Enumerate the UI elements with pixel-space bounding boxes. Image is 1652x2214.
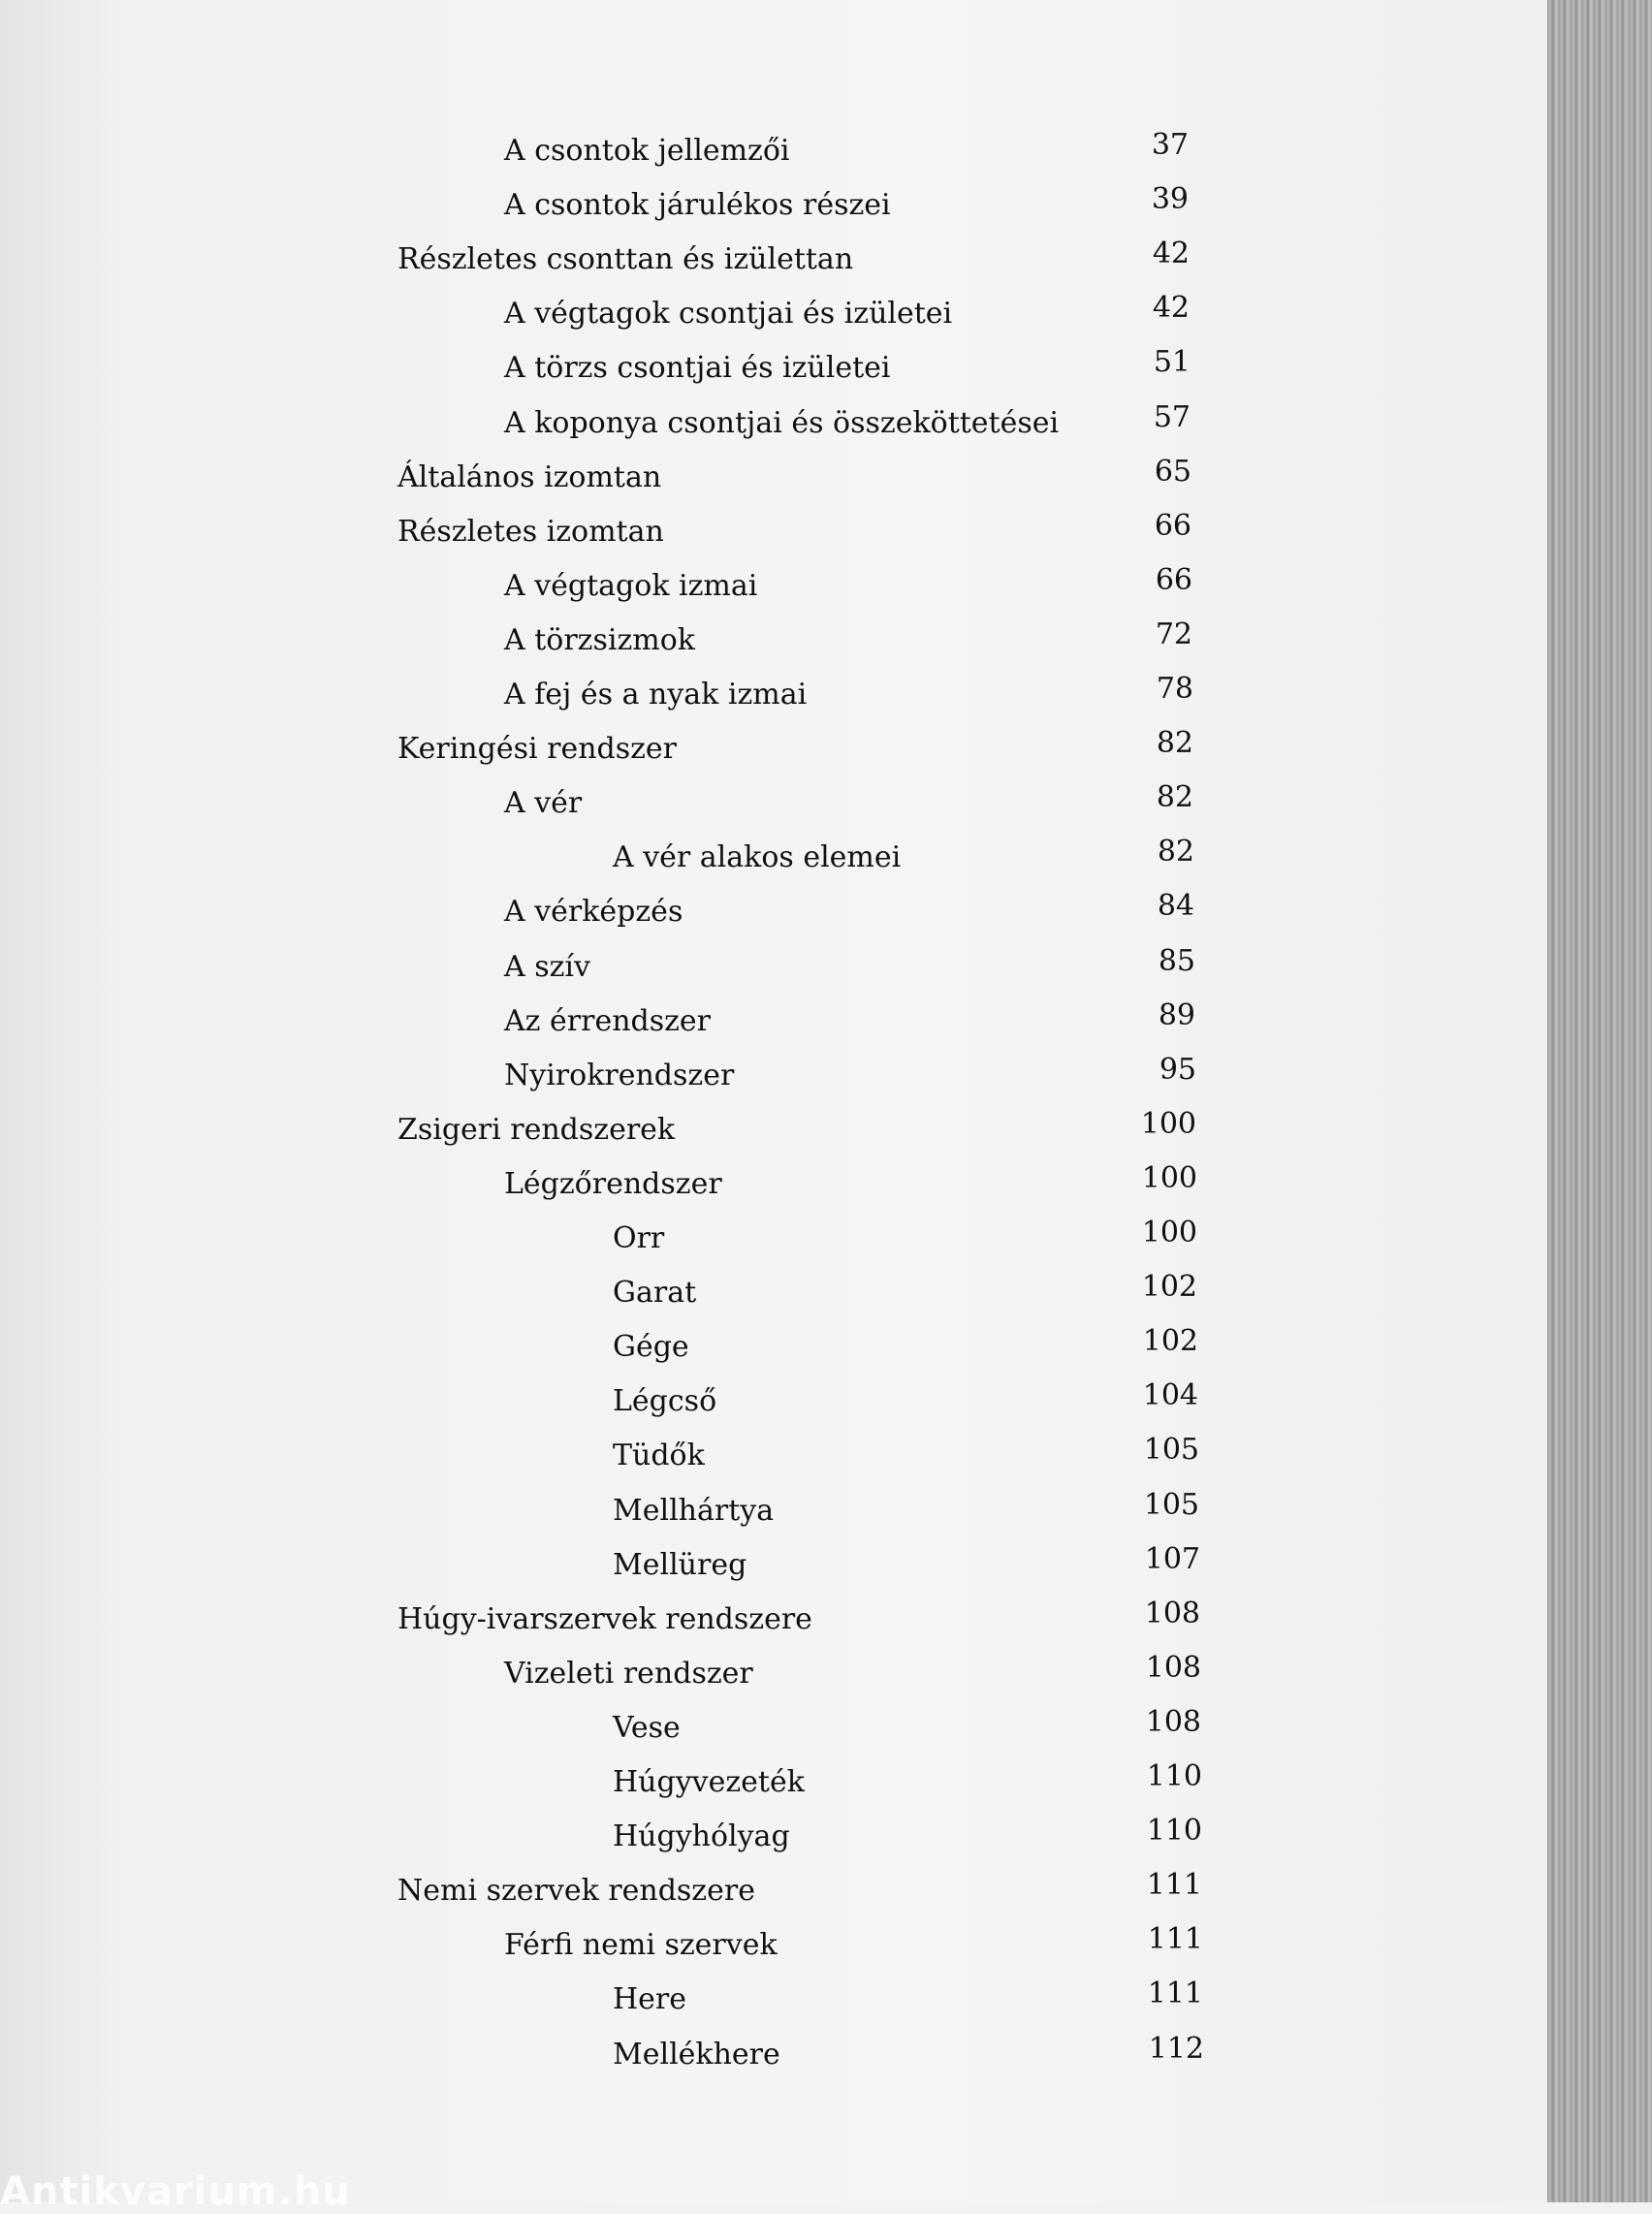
toc-entry-title: Részletes izomtan — [397, 515, 664, 549]
toc-entry — [0, 1486, 1547, 1536]
toc-entry — [0, 1920, 1547, 1971]
toc-entry — [0, 1649, 1547, 1699]
toc-entry-title: A csontok járulékos részei — [504, 188, 891, 222]
toc-entry-title: Garat — [613, 1276, 697, 1310]
toc-entry-page-number: 105 — [1143, 1488, 1199, 1522]
toc-entry — [0, 343, 1547, 394]
toc-entry — [0, 1051, 1547, 1101]
toc-entry — [0, 833, 1547, 883]
toc-entry-page-number: 112 — [1148, 2032, 1204, 2066]
toc-entry-page-number: 66 — [1154, 509, 1191, 543]
toc-entry — [0, 1376, 1547, 1427]
toc-entry-title: A vér alakos elemei — [613, 840, 902, 874]
toc-entry-page-number: 82 — [1156, 780, 1193, 814]
toc-entry-page-number: 89 — [1158, 998, 1195, 1032]
toc-entry-title: Húgyhólyag — [613, 1819, 790, 1853]
toc-entry-title: Vese — [613, 1711, 681, 1745]
toc-entry — [0, 1866, 1547, 1916]
toc-entry — [0, 887, 1547, 937]
toc-entry-title: Általános izomtan — [397, 460, 662, 494]
toc-entry-page-number: 104 — [1142, 1378, 1198, 1412]
toc-entry — [0, 1812, 1547, 1862]
toc-entry-title: Tüdők — [613, 1439, 705, 1472]
toc-entry-page-number: 100 — [1141, 1216, 1197, 1249]
toc-entry-page-number: 100 — [1140, 1107, 1196, 1141]
toc-entry — [0, 1159, 1547, 1210]
toc-entry-page-number: 39 — [1151, 182, 1189, 216]
toc-entry — [0, 1268, 1547, 1318]
toc-entry-page-number: 110 — [1146, 1759, 1202, 1793]
toc-entry — [0, 724, 1547, 775]
toc-entry-title: A törzsizmok — [504, 623, 695, 657]
toc-entry — [0, 996, 1547, 1047]
toc-entry — [0, 616, 1547, 666]
toc-entry-page-number: 37 — [1151, 128, 1189, 162]
book-spine — [1547, 0, 1652, 2202]
toc-entry-title: A szív — [504, 950, 590, 984]
toc-entry-title: Légcső — [613, 1384, 717, 1418]
toc-entry-page-number: 57 — [1153, 400, 1191, 434]
toc-entry-title: Mellhártya — [613, 1494, 775, 1528]
toc-entry-title: Here — [613, 1982, 687, 2016]
toc-entry-title: Zsigeri rendszerek — [397, 1113, 676, 1147]
toc-entry-title: Húgyvezeték — [613, 1765, 805, 1799]
toc-entry-title: Húgy-ivarszervek rendszere — [397, 1602, 812, 1636]
toc-entry-page-number: 85 — [1158, 944, 1195, 978]
toc-entry-title: Vizeleti rendszer — [504, 1657, 753, 1691]
toc-entry-page-number: 102 — [1141, 1270, 1197, 1304]
toc-entry — [0, 1757, 1547, 1808]
toc-entry-title: Gége — [613, 1330, 689, 1364]
toc-entry-title: A csontok jellemzői — [504, 134, 790, 168]
toc-entry-title: Részletes csonttan és izülettan — [397, 242, 854, 276]
toc-entry-page-number: 66 — [1155, 563, 1192, 597]
toc-entry — [0, 1105, 1547, 1155]
toc-entry-title: A végtagok izmai — [504, 569, 758, 603]
watermark-text: Antikvarium.hu — [0, 2169, 351, 2214]
toc-entry-page-number: 82 — [1157, 835, 1194, 869]
toc-entry-page-number: 107 — [1144, 1542, 1200, 1576]
toc-entry-page-number: 108 — [1144, 1597, 1200, 1630]
toc-entry-page-number: 111 — [1147, 1922, 1203, 1956]
toc-entry-page-number: 108 — [1145, 1651, 1201, 1685]
toc-entry — [0, 507, 1547, 557]
toc-entry-page-number: 111 — [1146, 1868, 1202, 1902]
toc-entry-title: Orr — [613, 1221, 665, 1255]
toc-entry-page-number: 84 — [1157, 889, 1194, 923]
toc-entry-page-number: 42 — [1152, 237, 1190, 270]
toc-entry — [0, 180, 1547, 231]
toc-entry — [0, 398, 1547, 449]
toc-entry-page-number: 110 — [1146, 1814, 1202, 1848]
toc-entry-title: A vér — [504, 786, 583, 820]
toc-entry-title: A végtagok csontjai és izületei — [504, 297, 953, 331]
toc-entry-page-number: 65 — [1154, 455, 1191, 489]
toc-entry — [0, 778, 1547, 829]
toc-entry-page-number: 78 — [1156, 672, 1193, 706]
toc-entry-title: Nemi szervek rendszere — [397, 1874, 755, 1908]
toc-entry — [0, 126, 1547, 176]
toc-entry-title: Az érrendszer — [504, 1004, 712, 1038]
toc-entry — [0, 2030, 1547, 2080]
toc-entry — [0, 1595, 1547, 1645]
toc-entry — [0, 1322, 1547, 1373]
toc-entry — [0, 942, 1547, 993]
toc-entry-title: Mellékhere — [613, 2038, 780, 2072]
toc-entry-title: A törzs csontjai és izületei — [504, 351, 891, 385]
toc-entry-title: Keringési rendszer — [397, 732, 678, 766]
toc-entry-page-number: 100 — [1141, 1161, 1197, 1195]
toc-entry-title: Férfi nemi szervek — [504, 1928, 778, 1962]
toc-entry-page-number: 102 — [1142, 1324, 1198, 1358]
toc-entry-page-number: 72 — [1155, 617, 1192, 651]
toc-entry-title: A koponya csontjai és összeköttetései — [504, 406, 1060, 440]
toc-entry — [0, 1214, 1547, 1264]
toc-entry — [0, 1540, 1547, 1591]
toc-entry-page-number: 108 — [1145, 1705, 1201, 1739]
toc-entry — [0, 1703, 1547, 1754]
toc-entry — [0, 561, 1547, 612]
toc-entry-page-number: 105 — [1143, 1433, 1199, 1467]
toc-entry-title: Nyirokrendszer — [504, 1059, 735, 1092]
toc-entry-title: A vérképzés — [504, 895, 683, 929]
toc-entry — [0, 1975, 1547, 2025]
toc-entry-page-number: 42 — [1152, 291, 1190, 325]
toc-entry-title: Mellüreg — [613, 1548, 747, 1582]
toc-entry — [0, 670, 1547, 720]
toc-entry-title: Légzőrendszer — [504, 1167, 722, 1201]
toc-entry — [0, 453, 1547, 503]
toc-entry — [0, 289, 1547, 339]
toc-entry — [0, 1431, 1547, 1481]
toc-entry-page-number: 82 — [1156, 726, 1193, 760]
toc-entry-page-number: 51 — [1153, 345, 1191, 379]
toc-entry-title: A fej és a nyak izmai — [504, 678, 808, 712]
toc-entry-page-number: 111 — [1147, 1977, 1203, 2010]
toc-entry-page-number: 95 — [1159, 1053, 1196, 1087]
toc-entry — [0, 235, 1547, 285]
